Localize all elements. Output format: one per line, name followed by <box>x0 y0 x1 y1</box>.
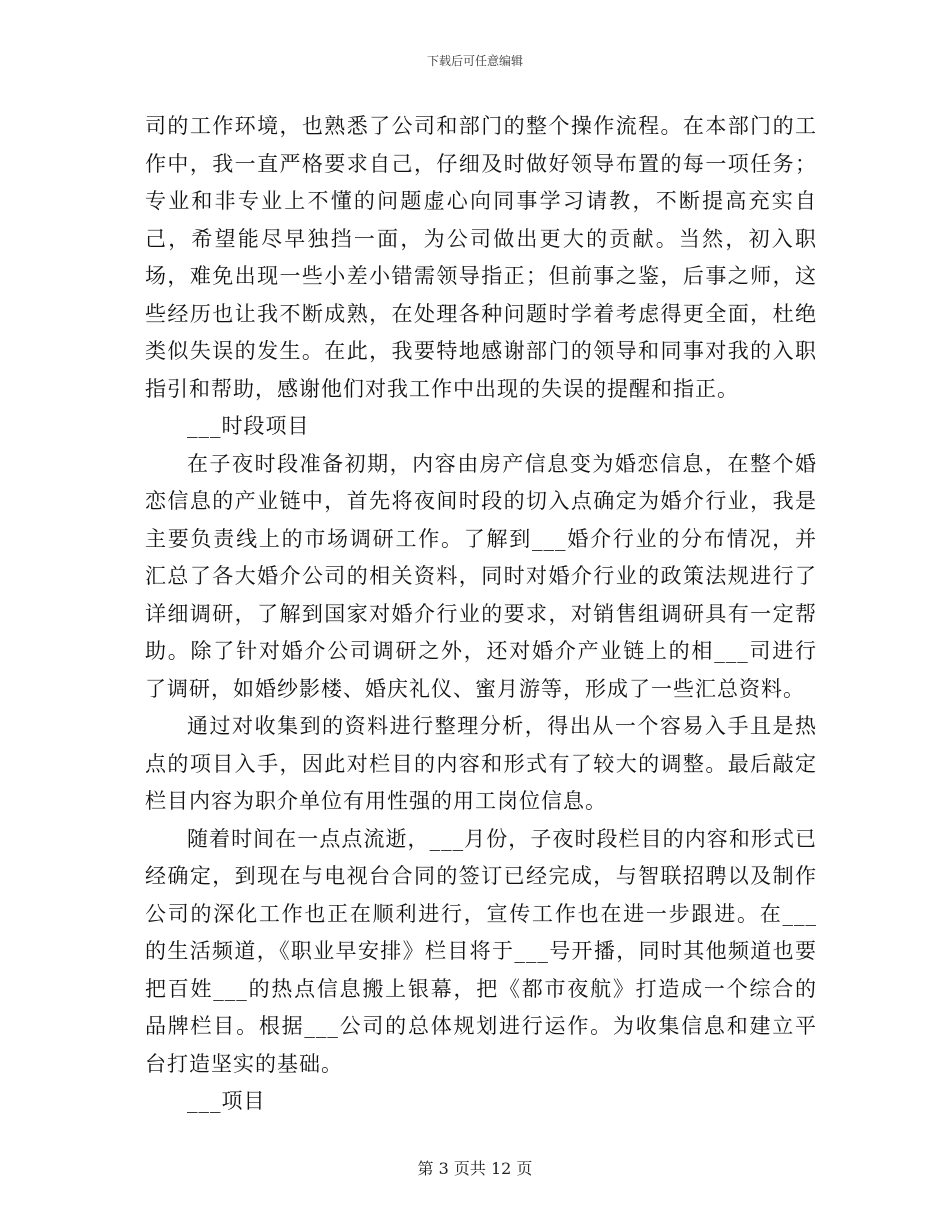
page-number: 第 3 页共 12 页 <box>417 1159 533 1178</box>
paragraph-midnight-slot: 在子夜时段准备初期，内容由房产信息变为婚恋信息，在整个婚恋信息的产业链中，首先将夜间时段的切入点确定为婚介行业，我是主要负责线上的市场调研工作。了解到___婚介行业的分布情况，并汇总了各大婚介公司的相关资料，同时对婚介行业的政策法规进行了详细调研，了解到国家对婚介行业的要求，对销售组调研具有一定帮助。除了针对婚介公司调研之外，还对婚介产业链上的相___司进行了调研，如婚纱影楼、婚庆礼仪、蜜月游等，形成了一些汇总资料。 <box>145 451 817 701</box>
paragraph-continuation: 司的工作环境，也熟悉了公司和部门的整个操作流程。在本部门的工作中，我一直严格要求自己，仔细及时做好领导布置的每一项任务；专业和非专业上不懂的问题虚心向同事学习请教，不断提高充实自己，希望能尽早独挡一面，为公司做出更大的贡献。当然，初入职场，难免出现一些小差小错需领导指正；但前事之鉴，后事之师，这些经历也让我不断成熟，在处理各种问题时学着考虑得更全面，杜绝类似失误的发生。在此，我要特地感谢部门的领导和同事对我的入职指引和帮助，感谢他们对我工作中出现的失误的提醒和指正。 <box>145 114 817 401</box>
document-body <box>145 108 817 1121</box>
page-header: 下载后可任意编辑 <box>426 54 523 68</box>
paragraph-analysis: 通过对收集到的资料进行整理分析，得出从一个容易入手且是热点的项目入手，因此对栏目的内容和形式有了较大的调整。最后敲定栏目内容为职介单位有用性强的用工岗位信息。 <box>145 714 817 813</box>
paragraph-progress: 随着时间在一点点流逝，___月份，子夜时段栏目的内容和形式已经确定，到现在与电视台合同的签订已经完成，与智联招聘以及制作公司的深化工作也正在顺利进行，宣传工作也在进一步跟进。在___的生活频道，《职业早安排》栏目将于___号开播，同时其他频道也要把百姓___的热点信息搬上银幕，把《都市夜航》打造成一个综合的品牌栏目。根据___公司的总体规划进行运作。为收集信息和建立平台打造坚实的基础。 <box>145 826 817 1076</box>
section-heading-time-slot-project: ___时段项目 <box>187 414 310 438</box>
section-heading-project: ___项目 <box>187 1089 266 1113</box>
